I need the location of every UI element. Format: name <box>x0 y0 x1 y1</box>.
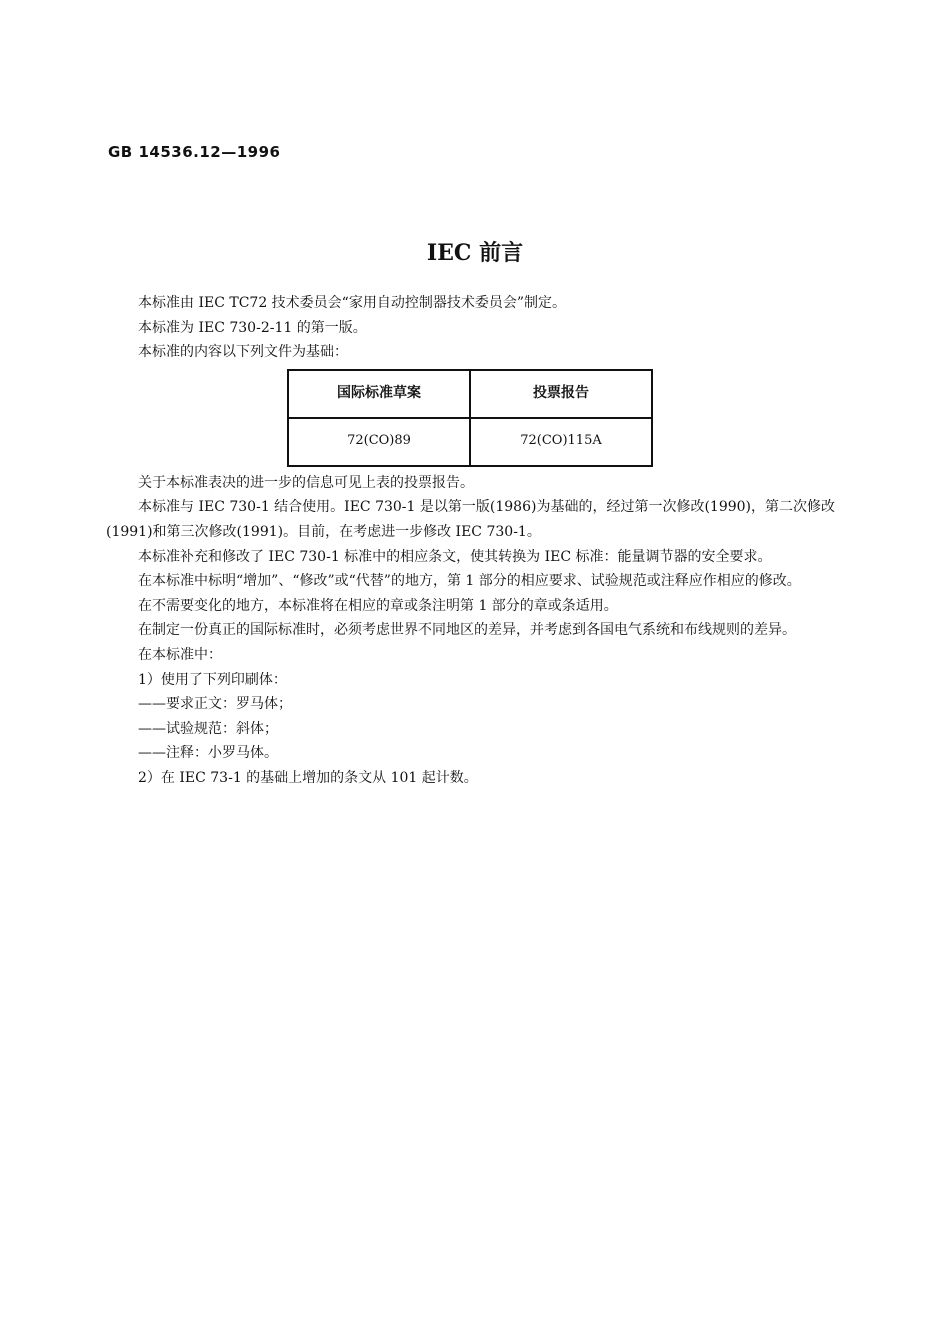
table-header-cell: 投票报告 <box>470 370 652 418</box>
body-text <box>106 291 838 791</box>
paragraph: 在本标准中： <box>138 646 222 663</box>
table-cell: 72(CO)115A <box>470 418 652 466</box>
list-item: ——试验规范：斜体； <box>138 720 278 737</box>
list-item: ——要求正文：罗马体； <box>138 696 292 713</box>
paragraph: 本标准的内容以下列文件为基础： <box>138 344 348 361</box>
paragraph: 本标准由 IEC TC72 技术委员会“家用自动控制器技术委员会”制定。 <box>138 295 566 311</box>
table-row <box>288 418 652 466</box>
list-item: ——注释：小罗马体。 <box>138 745 278 762</box>
paragraph: 本标准补充和修改了 IEC 730-1 标准中的相应条文，使其转换为 IEC 标准：能量调节器的安全要求。 <box>138 548 772 565</box>
standard-code: GB 14536.12—1996 <box>108 143 281 161</box>
basis-table <box>287 369 653 467</box>
paragraph: 本标准与 IEC 730-1 结合使用。IEC 730-1 是以第一版(1986)为基础的，经过第一次修改(1990)，第二次修改(1991)和第三次修改(1991)。目前，在考虑进一步修改 IEC 730-1。 <box>106 499 835 540</box>
paragraph: 关于本标准表决的进一步的信息可见上表的投票报告。 <box>138 474 474 491</box>
table-cell: 72(CO)89 <box>288 418 470 466</box>
paragraph: 在不需要变化的地方，本标准将在相应的章或条注明第 1 部分的章或条适用。 <box>138 597 618 614</box>
table-header-cell: 国际标准草案 <box>288 370 470 418</box>
list-item: 2）在 IEC 73-1 的基础上增加的条文从 101 起计数。 <box>138 769 478 786</box>
list-item: 1）使用了下列印刷体： <box>138 671 287 688</box>
paragraph: 在本标准中标明“增加”、“修改”或“代替”的地方，第 1 部分的相应要求、试验规范或注释应作相应的修改。 <box>138 573 801 590</box>
page-title: IEC 前言 <box>426 240 524 266</box>
table-header-row <box>288 370 652 418</box>
paragraph: 在制定一份真正的国际标准时，必须考虑世界不同地区的差异，并考虑到各国电气系统和布线规则的差异。 <box>138 622 796 639</box>
paragraph: 本标准为 IEC 730-2-11 的第一版。 <box>138 319 367 336</box>
